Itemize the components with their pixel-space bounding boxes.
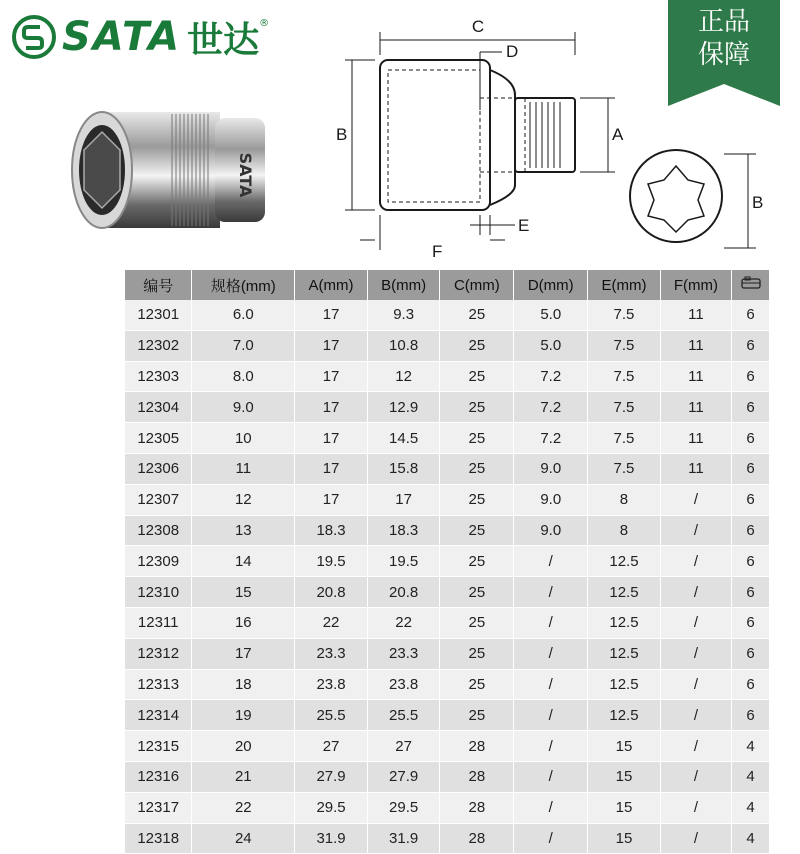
header-b: B(mm) <box>367 270 440 300</box>
socket-photo <box>60 100 280 240</box>
cell-a: 23.3 <box>295 638 368 669</box>
cell-c: 25 <box>440 546 514 577</box>
cell-size: 7.0 <box>192 330 295 361</box>
cell-size: 6.0 <box>192 300 295 330</box>
registered-mark: ® <box>259 18 270 29</box>
cell-b: 29.5 <box>367 792 440 823</box>
table-row <box>125 700 770 731</box>
cell-size: 18 <box>192 669 295 700</box>
header-f: F(mm) <box>660 270 731 300</box>
cell-size: 13 <box>192 515 295 546</box>
brand-logo <box>12 12 312 62</box>
cell-pack: 6 <box>732 361 770 392</box>
header-size: 规格(mm) <box>192 270 295 300</box>
cell-d: 5.0 <box>514 300 588 330</box>
cell-pack: 6 <box>732 300 770 330</box>
cell-b: 19.5 <box>367 546 440 577</box>
table-row <box>125 638 770 669</box>
cell-d: / <box>514 669 588 700</box>
cell-c: 28 <box>440 792 514 823</box>
cell-code: 12318 <box>125 823 192 854</box>
cell-size: 19 <box>192 700 295 731</box>
table-row <box>125 423 770 454</box>
cell-code: 12302 <box>125 330 192 361</box>
cell-d: 9.0 <box>514 515 588 546</box>
cell-e: 7.5 <box>588 330 661 361</box>
cell-a: 17 <box>295 484 368 515</box>
cell-pack: 4 <box>732 731 770 762</box>
cell-a: 17 <box>295 453 368 484</box>
cell-b: 17 <box>367 484 440 515</box>
cell-b: 23.8 <box>367 669 440 700</box>
table-row <box>125 792 770 823</box>
diagram-label-e: E <box>518 216 530 235</box>
cell-size: 17 <box>192 638 295 669</box>
cell-size: 8.0 <box>192 361 295 392</box>
cell-f: 11 <box>660 453 731 484</box>
cell-pack: 6 <box>732 638 770 669</box>
cell-c: 25 <box>440 330 514 361</box>
cell-a: 31.9 <box>295 823 368 854</box>
cell-c: 25 <box>440 392 514 423</box>
cell-code: 12311 <box>125 607 192 638</box>
cell-a: 17 <box>295 330 368 361</box>
cell-b: 9.3 <box>367 300 440 330</box>
table-row <box>125 577 770 608</box>
cell-c: 25 <box>440 577 514 608</box>
cell-d: 9.0 <box>514 484 588 515</box>
brand-name-cn: 世达 <box>187 19 260 61</box>
cell-f: / <box>660 731 731 762</box>
cell-e: 12.5 <box>588 607 661 638</box>
cell-f: / <box>660 607 731 638</box>
cell-code: 12315 <box>125 731 192 762</box>
cell-f: / <box>660 700 731 731</box>
sata-logo-icon <box>12 15 56 59</box>
cell-b: 12 <box>367 361 440 392</box>
cell-a: 17 <box>295 392 368 423</box>
cell-code: 12310 <box>125 577 192 608</box>
cell-e: 12.5 <box>588 577 661 608</box>
diagram-label-c: C <box>471 17 485 36</box>
cell-pack: 6 <box>732 669 770 700</box>
table-row <box>125 607 770 638</box>
cell-e: 8 <box>588 515 661 546</box>
cell-b: 12.9 <box>367 392 440 423</box>
cell-pack: 4 <box>732 761 770 792</box>
cell-e: 8 <box>588 484 661 515</box>
cell-d: / <box>514 638 588 669</box>
cell-b: 15.8 <box>367 453 440 484</box>
cell-pack: 4 <box>732 792 770 823</box>
spec-table-body <box>125 300 770 854</box>
cell-size: 15 <box>192 577 295 608</box>
cell-size: 24 <box>192 823 295 854</box>
table-row <box>125 823 770 854</box>
cell-pack: 6 <box>732 607 770 638</box>
table-row <box>125 453 770 484</box>
cell-d: 7.2 <box>514 392 588 423</box>
cell-b: 23.3 <box>367 638 440 669</box>
cell-e: 7.5 <box>588 423 661 454</box>
cell-e: 12.5 <box>588 546 661 577</box>
cell-c: 25 <box>440 300 514 330</box>
header-d: D(mm) <box>514 270 588 300</box>
cell-e: 7.5 <box>588 392 661 423</box>
cell-c: 28 <box>440 761 514 792</box>
cell-f: / <box>660 484 731 515</box>
cell-f: / <box>660 546 731 577</box>
cell-a: 19.5 <box>295 546 368 577</box>
cell-code: 12305 <box>125 423 192 454</box>
diagram-label-f: F <box>432 242 443 260</box>
cell-d: / <box>514 823 588 854</box>
cell-c: 25 <box>440 453 514 484</box>
cell-size: 10 <box>192 423 295 454</box>
cell-b: 14.5 <box>367 423 440 454</box>
cell-c: 25 <box>440 361 514 392</box>
cell-b: 20.8 <box>367 577 440 608</box>
table-row <box>125 361 770 392</box>
cell-code: 12312 <box>125 638 192 669</box>
cell-f: / <box>660 577 731 608</box>
pack-quantity-icon <box>732 270 770 300</box>
cell-a: 27.9 <box>295 761 368 792</box>
badge-line-1: 正品 <box>697 7 750 37</box>
table-row <box>125 330 770 361</box>
cell-a: 25.5 <box>295 700 368 731</box>
cell-b: 22 <box>367 607 440 638</box>
cell-e: 7.5 <box>588 361 661 392</box>
cell-b: 10.8 <box>367 330 440 361</box>
cell-c: 28 <box>440 823 514 854</box>
cell-f: / <box>660 669 731 700</box>
cell-d: 7.2 <box>514 423 588 454</box>
cell-c: 25 <box>440 423 514 454</box>
diagram-label-b: B <box>336 125 348 144</box>
cell-pack: 6 <box>732 484 770 515</box>
authentic-badge-text <box>668 6 780 72</box>
diagram-label-a: A <box>612 125 624 144</box>
cell-e: 15 <box>588 731 661 762</box>
cell-e: 12.5 <box>588 669 661 700</box>
cell-a: 17 <box>295 300 368 330</box>
header-a: A(mm) <box>295 270 368 300</box>
cell-c: 25 <box>440 638 514 669</box>
cell-pack: 6 <box>732 515 770 546</box>
cell-code: 12308 <box>125 515 192 546</box>
cell-a: 18.3 <box>295 515 368 546</box>
cell-size: 11 <box>192 453 295 484</box>
header-e: E(mm) <box>588 270 661 300</box>
table-row <box>125 669 770 700</box>
cell-d: / <box>514 761 588 792</box>
cell-pack: 6 <box>732 546 770 577</box>
cell-b: 27.9 <box>367 761 440 792</box>
table-row <box>125 731 770 762</box>
cell-d: / <box>514 731 588 762</box>
cell-f: / <box>660 761 731 792</box>
cell-c: 28 <box>440 731 514 762</box>
cell-a: 27 <box>295 731 368 762</box>
cell-d: 9.0 <box>514 453 588 484</box>
cell-b: 27 <box>367 731 440 762</box>
cell-c: 25 <box>440 515 514 546</box>
cell-d: / <box>514 607 588 638</box>
table-row <box>125 392 770 423</box>
cell-f: / <box>660 792 731 823</box>
cell-d: / <box>514 577 588 608</box>
diagram-label-b-end: B <box>752 193 764 212</box>
cell-pack: 6 <box>732 423 770 454</box>
cell-size: 9.0 <box>192 392 295 423</box>
table-row <box>125 546 770 577</box>
cell-e: 15 <box>588 761 661 792</box>
cell-size: 21 <box>192 761 295 792</box>
diagram-label-d: D <box>506 42 519 61</box>
cell-d: 5.0 <box>514 330 588 361</box>
cell-d: / <box>514 546 588 577</box>
cell-a: 29.5 <box>295 792 368 823</box>
cell-a: 23.8 <box>295 669 368 700</box>
socket-end-diagram <box>620 140 800 260</box>
brand-name: SATA <box>62 14 182 60</box>
cell-code: 12309 <box>125 546 192 577</box>
cell-d: / <box>514 700 588 731</box>
cell-code: 12314 <box>125 700 192 731</box>
cell-a: 17 <box>295 423 368 454</box>
cell-code: 12307 <box>125 484 192 515</box>
socket-side-diagram <box>330 10 630 260</box>
cell-f: / <box>660 638 731 669</box>
cell-e: 12.5 <box>588 700 661 731</box>
cell-size: 12 <box>192 484 295 515</box>
cell-size: 20 <box>192 731 295 762</box>
cell-d: / <box>514 792 588 823</box>
cell-c: 25 <box>440 484 514 515</box>
cell-pack: 6 <box>732 330 770 361</box>
badge-line-2: 保障 <box>697 40 750 70</box>
cell-pack: 6 <box>732 577 770 608</box>
cell-f: 11 <box>660 392 731 423</box>
cell-c: 25 <box>440 669 514 700</box>
cell-pack: 4 <box>732 823 770 854</box>
cell-pack: 6 <box>732 453 770 484</box>
cell-f: 11 <box>660 361 731 392</box>
cell-e: 15 <box>588 823 661 854</box>
table-row <box>125 761 770 792</box>
table-row <box>125 515 770 546</box>
header-code: 编号 <box>125 270 192 300</box>
spec-table-header <box>125 270 770 300</box>
cell-b: 31.9 <box>367 823 440 854</box>
header-c: C(mm) <box>440 270 514 300</box>
spec-table <box>125 270 770 854</box>
cell-code: 12316 <box>125 761 192 792</box>
cell-pack: 6 <box>732 700 770 731</box>
cell-code: 12304 <box>125 392 192 423</box>
cell-e: 12.5 <box>588 638 661 669</box>
cell-code: 12306 <box>125 453 192 484</box>
cell-e: 7.5 <box>588 453 661 484</box>
cell-code: 12301 <box>125 300 192 330</box>
cell-size: 14 <box>192 546 295 577</box>
cell-size: 22 <box>192 792 295 823</box>
svg-text:SATA: SATA <box>236 152 255 198</box>
cell-b: 18.3 <box>367 515 440 546</box>
cell-f: 11 <box>660 330 731 361</box>
cell-code: 12317 <box>125 792 192 823</box>
cell-e: 15 <box>588 792 661 823</box>
cell-f: 11 <box>660 423 731 454</box>
cell-c: 25 <box>440 700 514 731</box>
cell-code: 12303 <box>125 361 192 392</box>
cell-code: 12313 <box>125 669 192 700</box>
cell-a: 17 <box>295 361 368 392</box>
cell-d: 7.2 <box>514 361 588 392</box>
cell-a: 20.8 <box>295 577 368 608</box>
cell-e: 7.5 <box>588 300 661 330</box>
cell-f: 11 <box>660 300 731 330</box>
cell-size: 16 <box>192 607 295 638</box>
cell-a: 22 <box>295 607 368 638</box>
cell-f: / <box>660 515 731 546</box>
table-row <box>125 484 770 515</box>
table-row <box>125 300 770 330</box>
cell-f: / <box>660 823 731 854</box>
cell-b: 25.5 <box>367 700 440 731</box>
cell-c: 25 <box>440 607 514 638</box>
cell-pack: 6 <box>732 392 770 423</box>
